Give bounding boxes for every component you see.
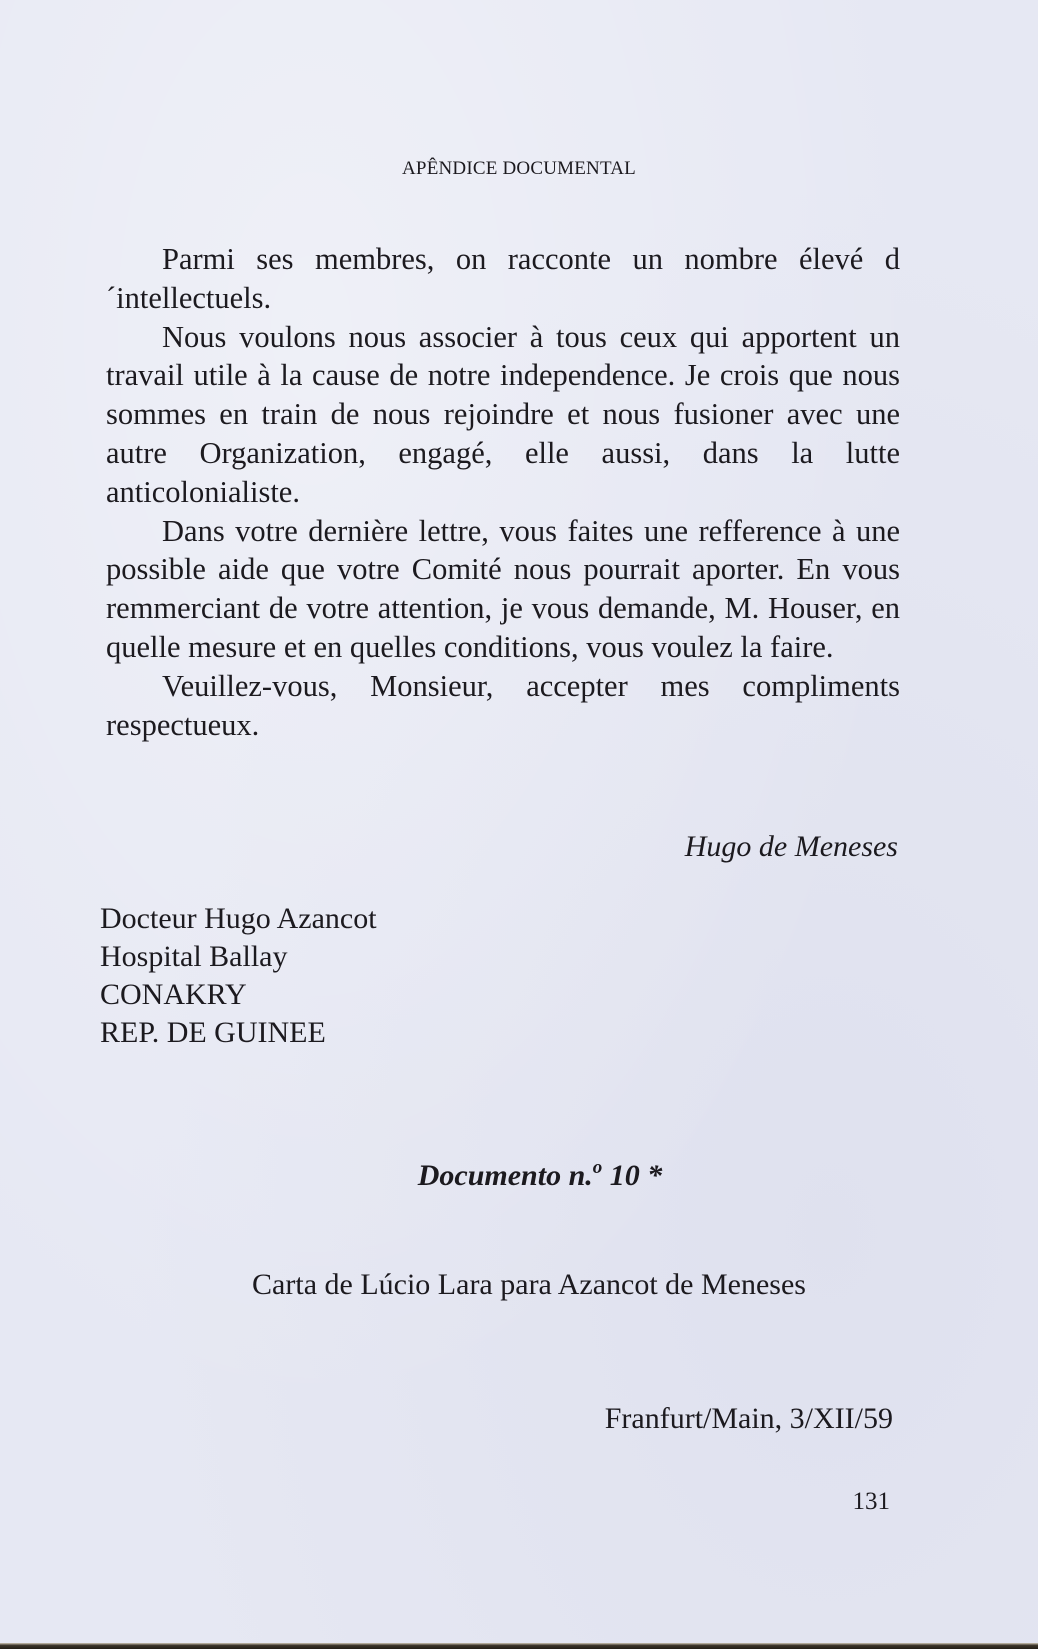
address-line: Hospital Ballay	[100, 940, 288, 973]
page-number: 131	[852, 1488, 890, 1515]
place-date: Franfurt/Main, 3/XII/59	[604, 1402, 893, 1435]
document-heading	[0, 1157, 1038, 1193]
address-line: CONAKRY	[100, 978, 247, 1011]
paragraph: Veuillez-vous, Monsieur, accepter mes compliments respectueux.	[106, 668, 900, 742]
letter-body	[106, 240, 900, 744]
paragraph: Dans votre dernière lettre, vous faites une refference à une possible aide que votre Comité nous pourrait aporter. En vous remmerciant de votre attention, je vous demande, M. Houser, en quelle mesure et en quelles conditions, vous voulez la faire.	[106, 513, 900, 664]
document-subtitle: Carta de Lúcio Lara para Azancot de Meneses	[252, 1268, 806, 1301]
page-bottom-edge	[0, 1643, 1038, 1649]
document-number: 10 *	[602, 1159, 663, 1192]
address-line: Docteur Hugo Azancot	[100, 902, 377, 935]
recipient-address	[100, 900, 377, 1052]
signature: Hugo de Meneses	[684, 830, 898, 863]
address-line: REP. DE GUINEE	[100, 1016, 326, 1049]
paragraph: Nous voulons nous associer à tous ceux qui apportent un travail utile à la cause de notre independence. Je crois que nous sommes en train de nous rejoindre et nous fusioner avec une autre Organization, engagé, elle aussi, dans la lutte anticolonialiste.	[106, 319, 900, 509]
paragraph: Parmi ses membres, on racconte un nombre élevé d´intellectuels.	[106, 242, 900, 315]
running-head: APÊNDICE DOCUMENTAL	[402, 158, 636, 179]
document-heading-prefix: Documento n.	[417, 1159, 593, 1192]
ordinal-indicator: o	[592, 1157, 603, 1178]
